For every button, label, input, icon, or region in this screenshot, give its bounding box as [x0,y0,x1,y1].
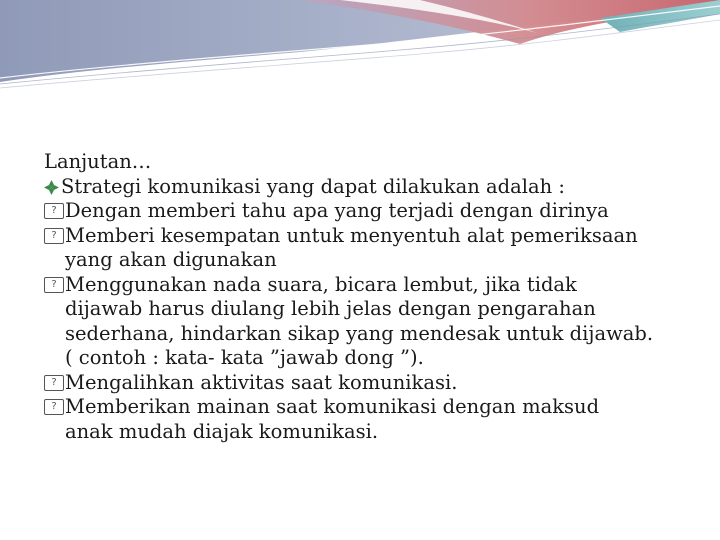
list-item-line: Memberikan mainan saat komunikasi dengan maksud [65,395,600,418]
header-decoration [0,0,720,90]
list-item-line: Menggunakan nada suara, bicara lembut, jika tidak [65,272,577,296]
list-item-continuation: sederhana, hindarkan sikap yang mendesak untuk dijawab. [65,321,654,345]
strategy-list [44,199,694,444]
list-item-text [65,395,694,444]
missing-glyph-box-icon: ? [44,277,64,293]
list-item-line: Dengan memberi tahu apa yang terjadi dengan dirinya [65,199,609,222]
list-item [44,395,694,444]
missing-glyph-box-icon: ? [44,228,64,244]
list-item-line: Memberi kesempatan untuk menyentuh alat pemeriksaan [65,223,638,247]
intro-text: Lanjutan… [44,150,152,173]
missing-glyph-box-icon: ? [44,375,64,391]
list-item-text [65,199,694,224]
slide-body [44,150,694,444]
list-item [44,273,694,371]
missing-glyph-box-icon: ? [44,203,64,219]
list-item [44,371,694,396]
list-item-line: Mengalihkan aktivitas saat komunikasi. [65,370,458,394]
diamond-bullet-icon [44,175,60,197]
list-item-continuation: yang akan digunakan [65,248,277,271]
list-item-text [65,273,694,371]
list-item-text [65,224,694,273]
list-item-continuation: dijawab harus diulang lebih jelas dengan pengarahan [65,297,596,320]
list-item-continuation: ( contoh : kata- kata ”jawab dong ”). [65,346,424,369]
list-item [44,224,694,273]
heading-text: Strategi komunikasi yang dapat dilakukan adalah : [61,174,565,198]
list-item-continuation: anak mudah diajak komunikasi. [65,419,379,443]
list-item-text [65,371,694,396]
missing-glyph-box-icon: ? [44,399,64,415]
list-item [44,199,694,224]
heading-line [44,175,694,200]
